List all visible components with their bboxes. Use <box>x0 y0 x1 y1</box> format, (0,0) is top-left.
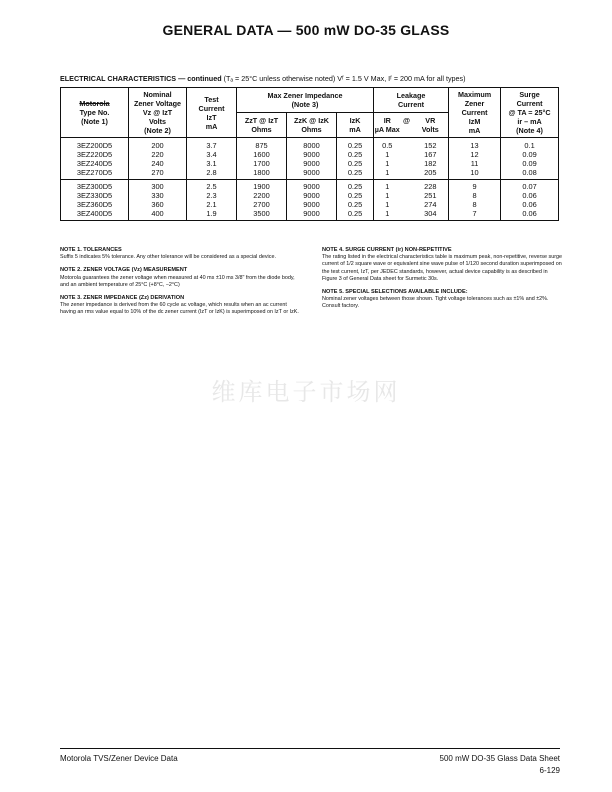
header-surge-current: Surge Current @ TA = 25°C ir – mA (Note 4) <box>501 88 559 138</box>
table-cell-spacer <box>401 180 413 192</box>
table-cell: 1 <box>374 168 401 180</box>
table-row <box>61 191 559 200</box>
table-cell: 9 <box>449 180 501 192</box>
table-cell: 1.9 <box>187 209 237 221</box>
note-text: Nominal zener voltages between those shown. Tight voltage tolerances such as ±1% and ±2%. Consult factory. <box>322 296 549 310</box>
table-cell: 9000 <box>287 191 337 200</box>
table-group-2 <box>61 180 559 221</box>
table-cell: 9000 <box>287 200 337 209</box>
header-zzk: ZzK @ IzK Ohms <box>287 113 337 138</box>
table-cell: 1900 <box>237 180 287 192</box>
table-cell: 0.1 <box>501 138 559 151</box>
table-cell: 1800 <box>237 168 287 180</box>
table-cell: 9000 <box>287 180 337 192</box>
table-row <box>61 159 559 168</box>
table-cell: 9000 <box>287 168 337 180</box>
table-row <box>61 200 559 209</box>
header-izk: IzK mA <box>337 113 374 138</box>
table-cell: 2.1 <box>187 200 237 209</box>
table-cell: 0.09 <box>501 150 559 159</box>
table-cell: 9000 <box>287 209 337 221</box>
table-cell: 330 <box>129 191 187 200</box>
table-cell: 0.06 <box>501 200 559 209</box>
table-cell: 11 <box>449 159 501 168</box>
table-cell-spacer <box>401 138 413 151</box>
table-row <box>61 209 559 221</box>
footer-left: Motorola TVS/Zener Device Data <box>60 754 178 763</box>
header-zzt: ZzT @ IzT Ohms <box>237 113 287 138</box>
table-cell: 1 <box>374 180 401 192</box>
table-cell: 3.4 <box>187 150 237 159</box>
table-cell: 1700 <box>237 159 287 168</box>
page-number: 6-129 <box>539 766 560 775</box>
footer-right: 500 mW DO-35 Glass Data Sheet <box>439 754 560 763</box>
table-cell: 240 <box>129 159 187 168</box>
table-cell: 3EZ240D5 <box>61 159 129 168</box>
table-cell: 220 <box>129 150 187 159</box>
header-nominal-voltage: Nominal Zener Voltage Vz @ IzT Volts (Note 2) <box>129 88 187 138</box>
electrical-characteristics-table <box>60 87 559 221</box>
table-cell: 251 <box>413 191 449 200</box>
table-cell: 8 <box>449 191 501 200</box>
page-title: GENERAL DATA — 500 mW DO-35 GLASS <box>162 22 450 38</box>
table-cell: 152 <box>413 138 449 151</box>
header-max-zener-current: Maximum Zener Current IzM mA <box>449 88 501 138</box>
table-cell: 300 <box>129 180 187 192</box>
table-row <box>61 168 559 180</box>
table-cell: 1 <box>374 191 401 200</box>
note-text: The zener impedance is derived from the 60 cycle ac voltage, which results when an ac current having an rms value equal to 10% of the dc zener current (IzT or IzK) is superimposed on IzT or IzK. <box>60 302 299 316</box>
table-cell-spacer <box>401 168 413 180</box>
table-cell: 2.5 <box>187 180 237 192</box>
note-title: NOTE 5. SPECIAL SELECTIONS AVAILABLE INCLUDE: <box>322 289 468 296</box>
notes-right-column <box>322 247 562 311</box>
caption-bold: ELECTRICAL CHARACTERISTICS — continued <box>60 74 222 83</box>
notes-left-column <box>60 247 300 317</box>
header-type-no: Motorola Type No. (Note 1) <box>61 88 129 138</box>
table-cell: 2.8 <box>187 168 237 180</box>
table-cell-spacer <box>401 209 413 221</box>
table-cell: 0.5 <box>374 138 401 151</box>
table-cell: 3EZ360D5 <box>61 200 129 209</box>
table-cell: 2.3 <box>187 191 237 200</box>
note-text: Suffix 5 indicates 5% tolerance. Any other tolerance will be considered as a special device. <box>60 254 276 261</box>
table-cell: 3EZ330D5 <box>61 191 129 200</box>
table-cell: 270 <box>129 168 187 180</box>
caption-conditions: (Tₐ = 25°C unless otherwise noted) Vᶠ = 1.5 V Max, Iᶠ = 200 mA for all types) <box>221 74 466 83</box>
table-cell: 0.25 <box>337 138 374 151</box>
table-cell-spacer <box>401 200 413 209</box>
table-cell: 3EZ270D5 <box>61 168 129 180</box>
table-cell: 10 <box>449 168 501 180</box>
table-row <box>61 150 559 159</box>
table-cell: 1 <box>374 150 401 159</box>
table-cell: 228 <box>413 180 449 192</box>
table-group-1 <box>61 138 559 180</box>
table-cell: 3EZ300D5 <box>61 180 129 192</box>
table-cell: 304 <box>413 209 449 221</box>
table-cell: 205 <box>413 168 449 180</box>
table-cell: 0.25 <box>337 200 374 209</box>
table-cell-spacer <box>401 191 413 200</box>
table-cell-spacer <box>401 159 413 168</box>
table-cell: 12 <box>449 150 501 159</box>
table-caption <box>60 74 560 83</box>
table-cell: 0.25 <box>337 159 374 168</box>
note-title: NOTE 3. ZENER IMPEDANCE (Zz) DERIVATION <box>60 295 185 302</box>
table-cell: 0.25 <box>337 150 374 159</box>
table-cell-spacer <box>401 150 413 159</box>
table-row <box>61 180 559 192</box>
table-cell: 400 <box>129 209 187 221</box>
table-cell: 0.06 <box>501 209 559 221</box>
header-at: @ <box>401 113 413 138</box>
table-cell: 0.25 <box>337 180 374 192</box>
table-cell: 0.25 <box>337 168 374 180</box>
table-cell: 1 <box>374 209 401 221</box>
table-cell: 0.07 <box>501 180 559 192</box>
table-cell: 1 <box>374 159 401 168</box>
table-cell: 200 <box>129 138 187 151</box>
table-cell: 3EZ200D5 <box>61 138 129 151</box>
table-cell: 13 <box>449 138 501 151</box>
watermark: 维库电子市场网 <box>211 378 401 406</box>
table-row <box>61 138 559 151</box>
table-cell: 274 <box>413 200 449 209</box>
table-cell: 1600 <box>237 150 287 159</box>
header-leakage-current: Leakage Current <box>374 88 449 113</box>
table-cell: 167 <box>413 150 449 159</box>
header-ir: IR µA Max <box>374 113 401 138</box>
note-title: NOTE 4. SURGE CURRENT (ir) NON-REPETITIVE <box>322 247 452 253</box>
table-cell: 9000 <box>287 150 337 159</box>
header-max-zener-impedance: Max Zener Impedance (Note 3) <box>237 88 374 113</box>
table-cell: 8000 <box>287 138 337 151</box>
table-cell: 3500 <box>237 209 287 221</box>
table-cell: 2200 <box>237 191 287 200</box>
table-cell: 3.7 <box>187 138 237 151</box>
table-cell: 7 <box>449 209 501 221</box>
table-cell: 360 <box>129 200 187 209</box>
table-cell: 3EZ220D5 <box>61 150 129 159</box>
header-test-current: Test Current IzT mA <box>187 88 237 138</box>
table-cell: 2700 <box>237 200 287 209</box>
table-cell: 0.25 <box>337 209 374 221</box>
table-cell: 0.09 <box>501 159 559 168</box>
table-cell: 0.06 <box>501 191 559 200</box>
header-vr: VR Volts <box>413 113 449 138</box>
note-title: NOTE 1. TOLERANCES <box>60 247 122 253</box>
table-cell: 9000 <box>287 159 337 168</box>
table-cell: 1 <box>374 200 401 209</box>
table-cell: 3EZ400D5 <box>61 209 129 221</box>
table-cell: 182 <box>413 159 449 168</box>
table-cell: 0.25 <box>337 191 374 200</box>
footer-divider <box>60 748 560 749</box>
table-cell: 8 <box>449 200 501 209</box>
note-text: The rating listed in the electrical characteristics table is maximum peak, non-repetitive, reverse surge current of 1/2 square wave or equivalent sine wave pulse of 1/120 second duration superimposed on the test current, IzT, per JEDEC standards, however, actual device capability is as described in Figure 3 of General Data sheet for Surmetic 30s. <box>322 254 562 282</box>
note-title: NOTE 2. ZENER VOLTAGE (Vz) MEASUREMENT <box>60 267 188 274</box>
note-text: Motorola guarantees the zener voltage when measured at 40 ms ±10 ms 3/8" from the diode body, and an ambient temperature of 25°C (+8°C, −2°C) <box>60 274 295 288</box>
table-cell: 875 <box>237 138 287 151</box>
table-cell: 3.1 <box>187 159 237 168</box>
table-cell: 0.08 <box>501 168 559 180</box>
